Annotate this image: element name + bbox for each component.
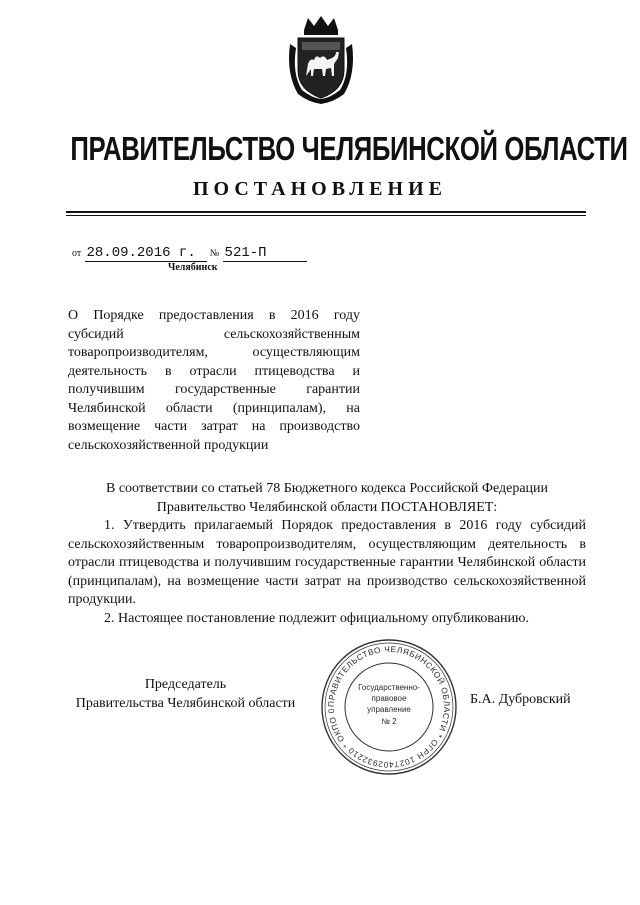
item-1: 1. Утвердить прилагаемый Порядок предоставления в 2016 году субсидий сельскохозяйственным товаропроизводителям, осуществляющим деятельность в отрасли птицеводства и получившим государственные гарантии Челябинской области (принципалам), на возмещение части затрат на производство сельскохозяйственной продукции. <box>68 518 586 607</box>
stamp-center-line-3: управление <box>367 705 411 714</box>
preamble-line-2: Правительство Челябинской области ПОСТАНОВЛЯЕТ: <box>156 499 498 515</box>
city: Челябинск <box>168 262 218 273</box>
document-subject: О Порядке предоставления в 2016 году субсидий сельскохозяйственным товаропроизводителям, осуществляющим деятельность в отрасли птицеводства и получившим государственные гарантии Челябинской области (принципалам), на возмещение части затрат на производство сельскохозяйственной продукции <box>68 308 360 453</box>
official-stamp <box>320 638 458 776</box>
header-rule-thin <box>66 215 586 216</box>
date-prefix: от <box>72 248 82 259</box>
header-rule-thick <box>66 211 586 213</box>
coat-of-arms-emblem <box>284 14 358 106</box>
stamp-center-line-4: № 2 <box>381 717 397 726</box>
document-type: ПОСТАНОВЛЕНИЕ <box>193 178 447 200</box>
signatory-position-line-2: Правительства Челябинской области <box>75 695 296 711</box>
date-number-row <box>72 244 307 262</box>
stamp-center-line-2: правовое <box>371 694 407 703</box>
number-prefix: № <box>209 248 220 259</box>
document-number: 521-П <box>223 245 307 262</box>
document-body <box>68 480 586 628</box>
document-date: 28.09.2016 г. <box>85 245 207 262</box>
signatory-position <box>68 676 303 713</box>
preamble-line-1: В соответствии со статьей 78 Бюджетного кодекса Российской Федерации <box>105 481 549 496</box>
item-2: 2. Настоящее постановление подлежит официальному опубликованию. <box>104 610 529 626</box>
signatory-name: Б.А. Дубровский <box>470 692 571 707</box>
svg-text:ПРАВИТЕЛЬСТВО ЧЕЛЯБИНСКОЙ ОБЛА <box>320 638 451 769</box>
government-title: ПРАВИТЕЛЬСТВО ЧЕЛЯБИНСКОЙ ОБЛАСТИ <box>70 130 628 167</box>
signatory-position-line-1: Председатель <box>144 677 227 692</box>
stamp-center-line-1: Государственно- <box>358 683 420 692</box>
stamp-ring-text: ПРАВИТЕЛЬСТВО ЧЕЛЯБИНСКОЙ ОБЛАСТИ * ОГРН 1027402932210 * ОКПО 0 <box>326 644 452 770</box>
